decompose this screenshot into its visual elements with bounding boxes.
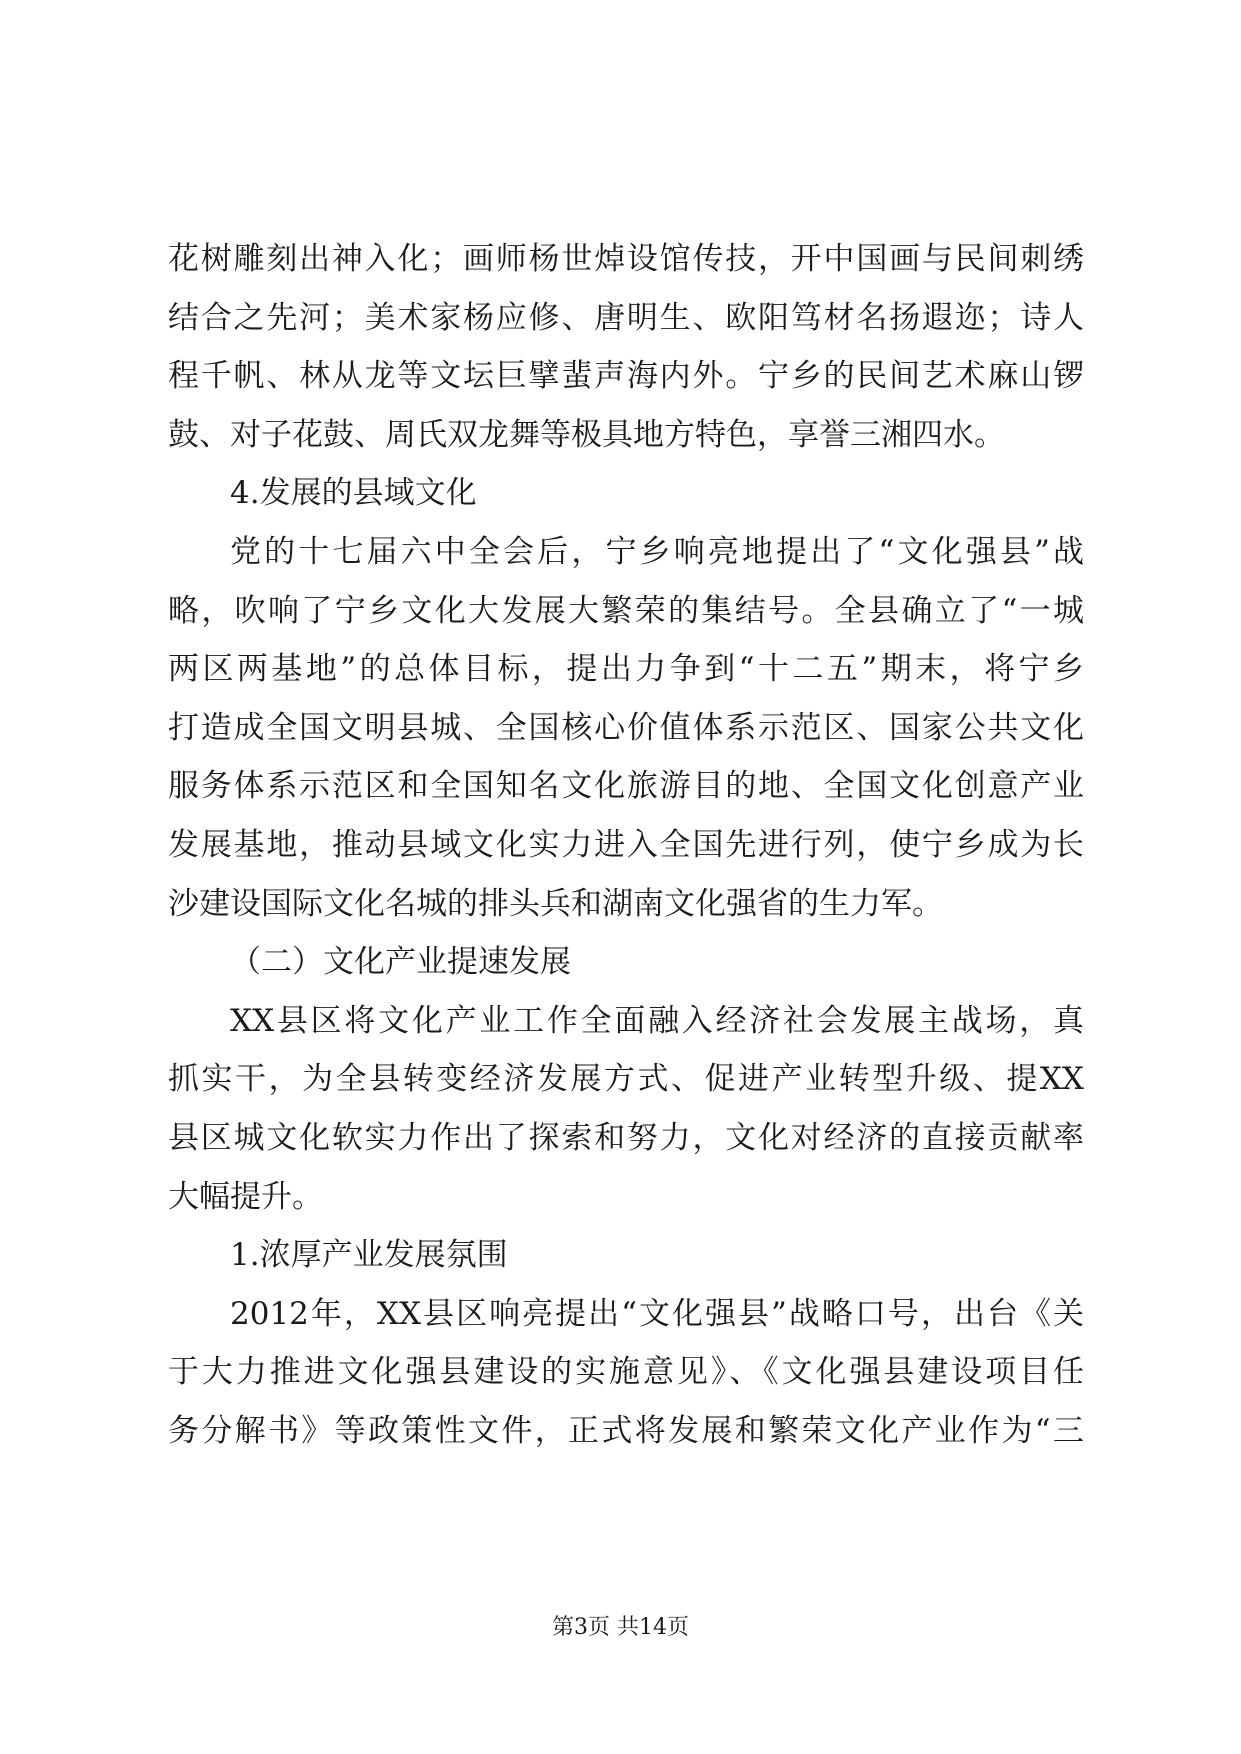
text-line-4: 鼓、对子花鼓、周氏双龙舞等极具地方特色，享誉三湘四水。 xyxy=(168,416,1005,453)
subsection-heading-1: 1.浓厚产业发展氛围 xyxy=(230,1237,508,1274)
section-heading-4: 4.发展的县域文化 xyxy=(230,475,477,512)
section-heading-2: （二）文化产业提速发展 xyxy=(230,944,571,981)
text-line-11: 发展基地，推动县域文化实力进入全国先进行列，使宁乡成为长 xyxy=(168,826,1084,863)
text-line-17: 大幅提升。 xyxy=(168,1178,323,1215)
text-line-12: 沙建设国际文化名城的排头兵和湖南文化强省的生力军。 xyxy=(168,885,943,922)
text-line-10: 服务体系示范区和全国知名文化旅游目的地、全国文化创意产业 xyxy=(168,768,1084,805)
text-line-7: 略，吹响了宁乡文化大发展大繁荣的集结号。全县确立了“一城 xyxy=(168,592,1084,629)
text-line-9: 打造成全国文明县城、全国核心价值体系示范区、国家公共文化 xyxy=(168,709,1084,746)
body-text xyxy=(168,230,1084,1460)
text-line-8: 两区两基地”的总体目标，提出力争到“十二五”期末，将宁乡 xyxy=(168,651,1084,688)
text-line-2: 结合之先河；美术家杨应修、唐明生、欧阳笃材名扬遐迩；诗人 xyxy=(168,299,1084,336)
text-line-21: 务分解书》等政策性文件，正式将发展和繁荣文化产业作为“三 xyxy=(168,1412,1084,1449)
text-line-20: 于大力推进文化强县建设的实施意见》、《文化强县建设项目任 xyxy=(168,1354,1084,1391)
text-line-1: 花树雕刻出神入化；画师杨世焯设馆传技，开中国画与民间刺绣 xyxy=(168,241,1084,277)
text-line-14: XX县区将文化产业工作全面融入经济社会发展主战场，真 xyxy=(230,1002,1084,1039)
page-number-footer: 第3页 共14页 xyxy=(552,1615,689,1640)
text-line-6: 党的十七届六中全会后，宁乡响亮地提出了“文化强县”战 xyxy=(230,533,1084,570)
text-line-19: 2012年，XX县区响亮提出“文化强县”战略口号，出台《关 xyxy=(230,1295,1084,1332)
text-line-15: 抓实干，为全县转变经济发展方式、促进产业转型升级、提XX xyxy=(168,1061,1084,1098)
text-line-16: 县区城文化软实力作出了探索和努力，文化对经济的直接贡献率 xyxy=(168,1119,1084,1156)
text-line-3: 程千帆、林从龙等文坛巨擘蜚声海内外。宁乡的民间艺术麻山锣 xyxy=(168,358,1084,395)
